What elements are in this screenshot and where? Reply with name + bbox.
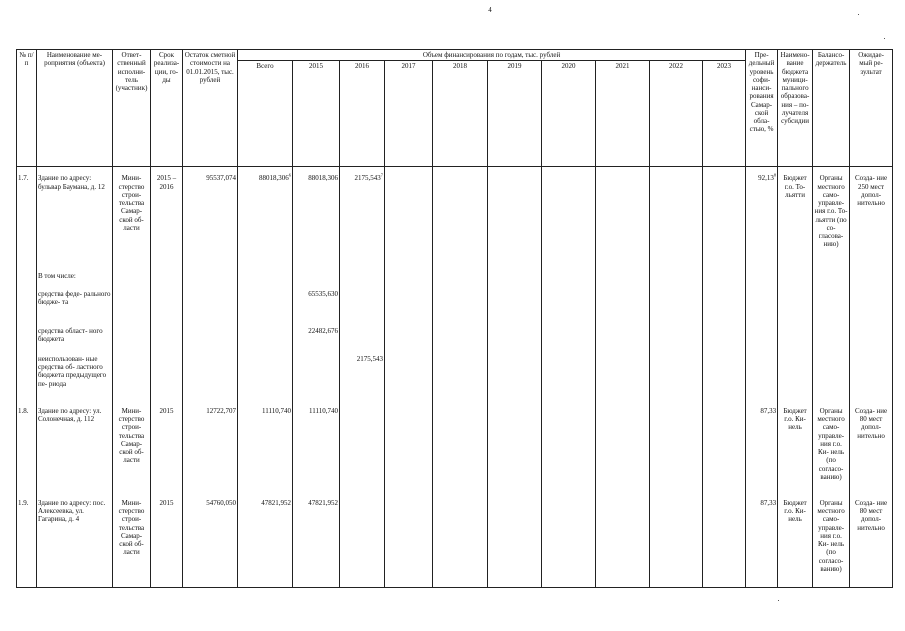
row-total: [238, 167, 293, 271]
row-result: Созда- ние 80 мест допол- нительно: [850, 406, 893, 498]
scan-speck: [778, 600, 779, 601]
row-balance: 12722,707: [183, 406, 238, 498]
subrow-unused-label: неиспользован- ные средства об- ластного бюджета предыдущего пе- риода: [37, 354, 113, 406]
header-holder: Балансо- держатель: [813, 50, 850, 167]
header-limit: Пре- дельный уровень софи- нанси- рования Самар- ской обла- стью, %: [746, 50, 778, 167]
row-period: 2015 – 2016: [151, 167, 183, 271]
page-number: 4: [488, 6, 492, 14]
row-result: Созда- ние 250 мест допол- нительно: [850, 167, 893, 271]
table-row: [17, 271, 893, 289]
table-row: [17, 406, 893, 498]
header-year: 2023: [703, 61, 746, 167]
header-total: Всего: [238, 61, 293, 167]
table-row: [17, 354, 893, 406]
header-num: № п/п: [17, 50, 37, 167]
row-holder: Органы местного само- управле- ния г.о. Ки- нель (по согласо- ванию): [813, 406, 850, 498]
funding-table: [16, 49, 893, 588]
header-year: 2019: [488, 61, 542, 167]
row-2023: [703, 167, 746, 271]
row-num: 1.7.: [17, 167, 37, 271]
subrow-regional-2015: 22482,676: [293, 326, 340, 354]
row-name: Здание по адресу: ул. Солонечная, д. 112: [37, 406, 113, 498]
subrow-regional-label: средства област- ного бюджета: [37, 326, 113, 354]
row-executor: Мини- стерство строи- тельства Самар- ской об- ласти: [113, 498, 151, 588]
row-num: 1.8.: [17, 406, 37, 498]
subrow-federal-label: средства феде- рального бюдже- та: [37, 289, 113, 326]
row-2015: 88018,306: [293, 167, 340, 271]
row-period: 2015: [151, 498, 183, 588]
subrow-federal-2015: 65535,630: [293, 289, 340, 326]
row-name: Здание по адресу: бульвар Баумана, д. 12: [37, 167, 113, 271]
row-total: 11110,740: [238, 406, 293, 498]
header-budget: Наимено- вание бюджета муници- пального образова- ния – по- лучателя субсидии: [778, 50, 813, 167]
header-period: Срок реализа- ции, го- ды: [151, 50, 183, 167]
header-year: 2017: [385, 61, 433, 167]
row-holder: Органы местного само- управле- ния г.о. Ки- нель (по согласо- ванию): [813, 498, 850, 588]
table-row: [17, 167, 893, 271]
header-year: 2020: [542, 61, 596, 167]
row-2022: [650, 167, 703, 271]
footnote-mark: 6: [288, 172, 291, 178]
row-total-value: 88018,306: [259, 174, 289, 183]
row-budget: Бюджет г.о. Ки- нель: [778, 406, 813, 498]
row-budget: Бюджет г.о. Ки- нель: [778, 498, 813, 588]
table-row: [17, 289, 893, 326]
row-balance: 54760,050: [183, 498, 238, 588]
row-name: Здание по адресу: пос. Алексеевка, ул. Гагарина, д. 4: [37, 498, 113, 588]
header-year: 2016: [340, 61, 385, 167]
row-balance: 95537,074: [183, 167, 238, 271]
header-funding-group: Объем финансирования по годам, тыс. рублей: [238, 50, 746, 61]
scan-speck: [884, 38, 885, 39]
row-2019: [488, 167, 542, 271]
table-row: [17, 326, 893, 354]
header-executor: Ответ- ственный исполни- тель (участник): [113, 50, 151, 167]
row-limit-value: 92,13: [758, 174, 774, 183]
header-year: 2021: [596, 61, 650, 167]
subrow-including: В том числе:: [37, 271, 113, 289]
row-2017: [385, 167, 433, 271]
row-limit: [746, 167, 778, 271]
row-2021: [596, 167, 650, 271]
subrow-unused-2016: 2175,543: [340, 354, 385, 406]
row-2015: 47821,952: [293, 498, 340, 588]
row-total: 47821,952: [238, 498, 293, 588]
row-num: 1.9.: [17, 498, 37, 588]
row-period: 2015: [151, 406, 183, 498]
scan-speck: [858, 14, 859, 15]
row-2020: [542, 167, 596, 271]
header-year: 2018: [433, 61, 488, 167]
row-budget: Бюджет г.о. То- льятти: [778, 167, 813, 271]
header-balance: Остаток сметной стоимости на 01.01.2015, тыс. рублей: [183, 50, 238, 167]
row-2015: 11110,740: [293, 406, 340, 498]
header-name: Наименование ме- роприятия (объекта): [37, 50, 113, 167]
row-result: Созда- ние 80 мест допол- нительно: [850, 498, 893, 588]
row-limit: 87,33: [746, 406, 778, 498]
header-year: 2022: [650, 61, 703, 167]
row-2016-value: 2175,543: [354, 174, 381, 183]
row-executor: Мини- стерство строи- тельства Самар- ской об- ласти: [113, 406, 151, 498]
row-2018: [433, 167, 488, 271]
row-holder: Органы местного само- управле- ния г.о. То- льятти (по со- гласова- нию): [813, 167, 850, 271]
row-2016: [340, 167, 385, 271]
table-row: [17, 498, 893, 588]
header-result: Ожидае- мый ре- зультат: [850, 50, 893, 167]
footnote-mark: 8: [773, 172, 777, 178]
row-limit: 87,33: [746, 498, 778, 588]
header-year: 2015: [293, 61, 340, 167]
row-executor: Мини- стерство строи- тельства Самар- ской об- ласти: [113, 167, 151, 271]
footnote-mark: 7: [380, 172, 383, 178]
